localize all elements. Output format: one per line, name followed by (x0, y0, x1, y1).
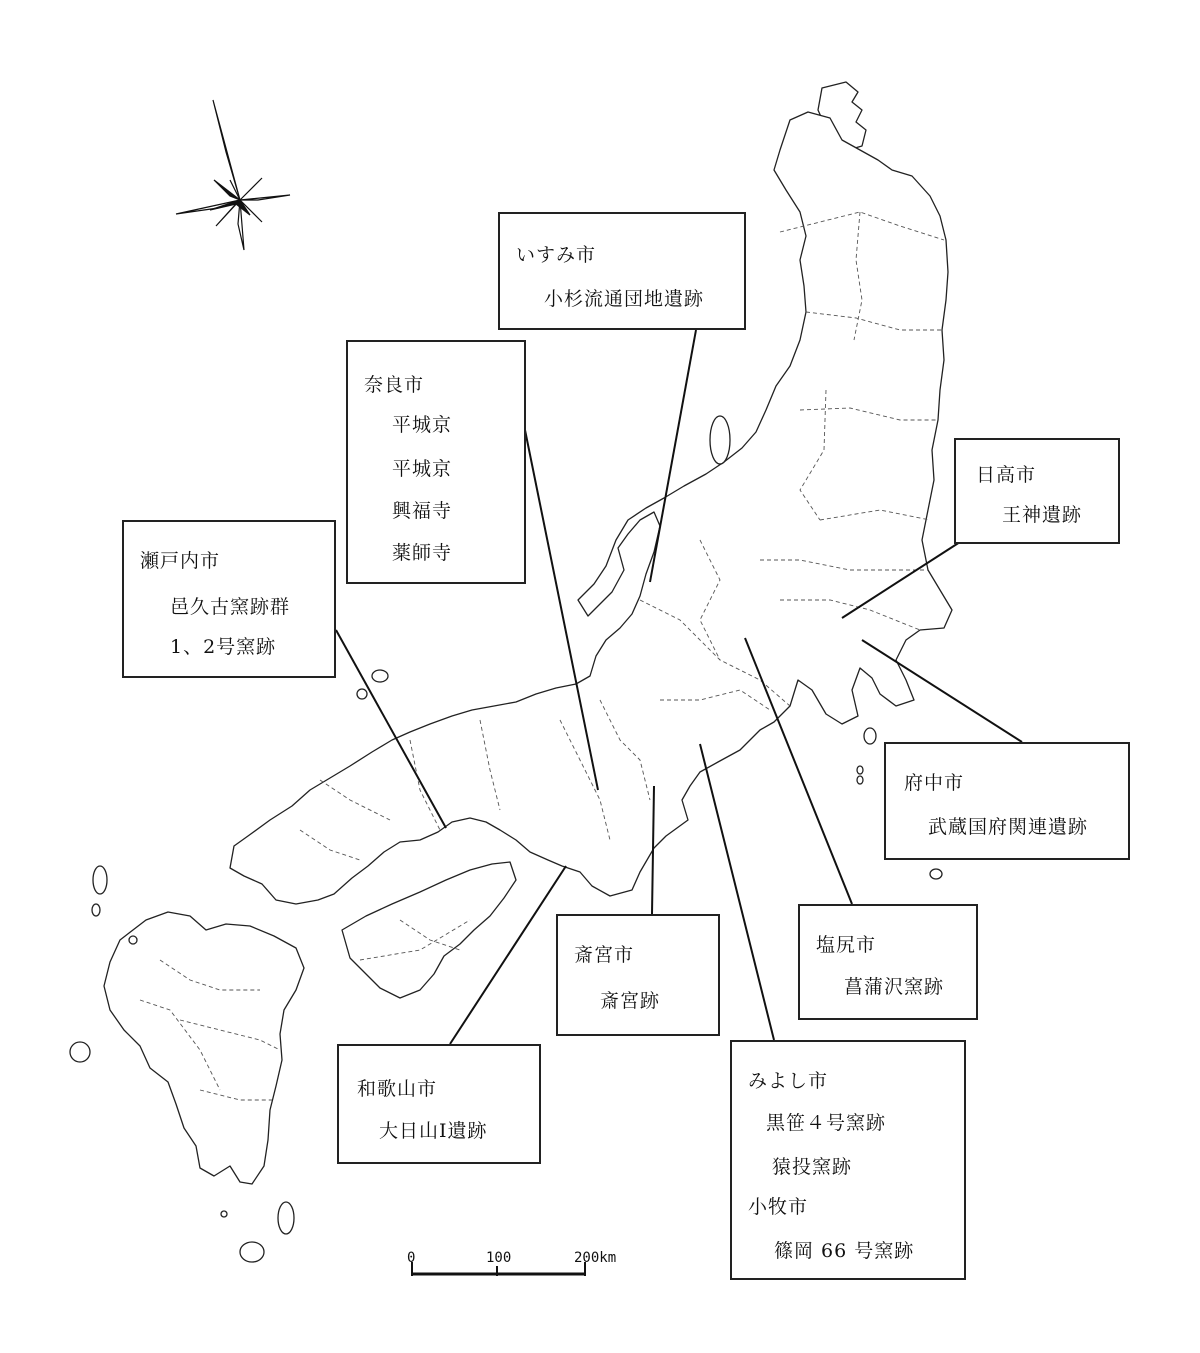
callout-wakayama-site: 大日山Ⅰ遺跡 (379, 1120, 488, 1142)
callout-saiku-site: 斎宮跡 (600, 990, 661, 1012)
callout-nara (346, 340, 526, 584)
callout-setouchi-city: 瀬戸内市 (140, 550, 221, 572)
callout-isumi (498, 212, 746, 330)
callout-saiku-city: 斎宮市 (574, 944, 635, 966)
shikoku-outline (342, 862, 516, 998)
callout-shiojiri-site: 菖蒲沢窯跡 (844, 976, 945, 998)
callout-isumi-site: 小杉流通団地遺跡 (544, 288, 705, 310)
callout-shiojiri-city: 塩尻市 (816, 934, 877, 956)
compass-rose-icon (176, 100, 290, 250)
scale-tick-100: 100 (486, 1250, 512, 1266)
callout-setouchi (122, 520, 336, 678)
callout-setouchi-site-2: 1、2号窯跡 (170, 636, 277, 658)
callout-nara-city: 奈良市 (364, 374, 425, 396)
callout-nara-site-3: 興福寺 (392, 500, 453, 522)
callout-saiku (556, 914, 720, 1036)
callout-miyoshi-city: みよし市 (748, 1070, 829, 1092)
callout-hidaka-city: 日高市 (976, 464, 1037, 486)
callout-isumi-city: いすみ市 (516, 244, 597, 266)
callout-miyoshi (730, 1040, 966, 1280)
callout-fuchu-site: 武蔵国府関連遺跡 (928, 816, 1089, 838)
callout-shiojiri (798, 904, 978, 1020)
callout-wakayama (337, 1044, 541, 1164)
kyushu-outline (104, 912, 304, 1184)
callout-wakayama-city: 和歌山市 (357, 1078, 438, 1100)
callout-hidaka-site: 王神遺跡 (1002, 504, 1083, 526)
callout-fuchu (884, 742, 1130, 860)
callout-fuchu-city: 府中市 (904, 772, 965, 794)
callout-miyoshi-site-2: 猿投窯跡 (772, 1156, 853, 1178)
callout-setouchi-site-1: 邑久古窯跡群 (170, 596, 291, 618)
callout-nara-site-4: 薬師寺 (392, 542, 453, 564)
callout-nara-site-2: 平城京 (392, 458, 453, 480)
callout-hidaka (954, 438, 1120, 544)
callout-komaki-city: 小牧市 (748, 1196, 809, 1218)
callout-miyoshi-site-1: 黒笹４号窯跡 (766, 1112, 887, 1134)
callout-komaki-site: 篠岡 66 号窯跡 (774, 1240, 915, 1262)
scale-tick-0: 0 (407, 1250, 416, 1266)
scale-tick-200km: 200km (574, 1250, 617, 1266)
callout-nara-site-1: 平城京 (392, 414, 453, 436)
